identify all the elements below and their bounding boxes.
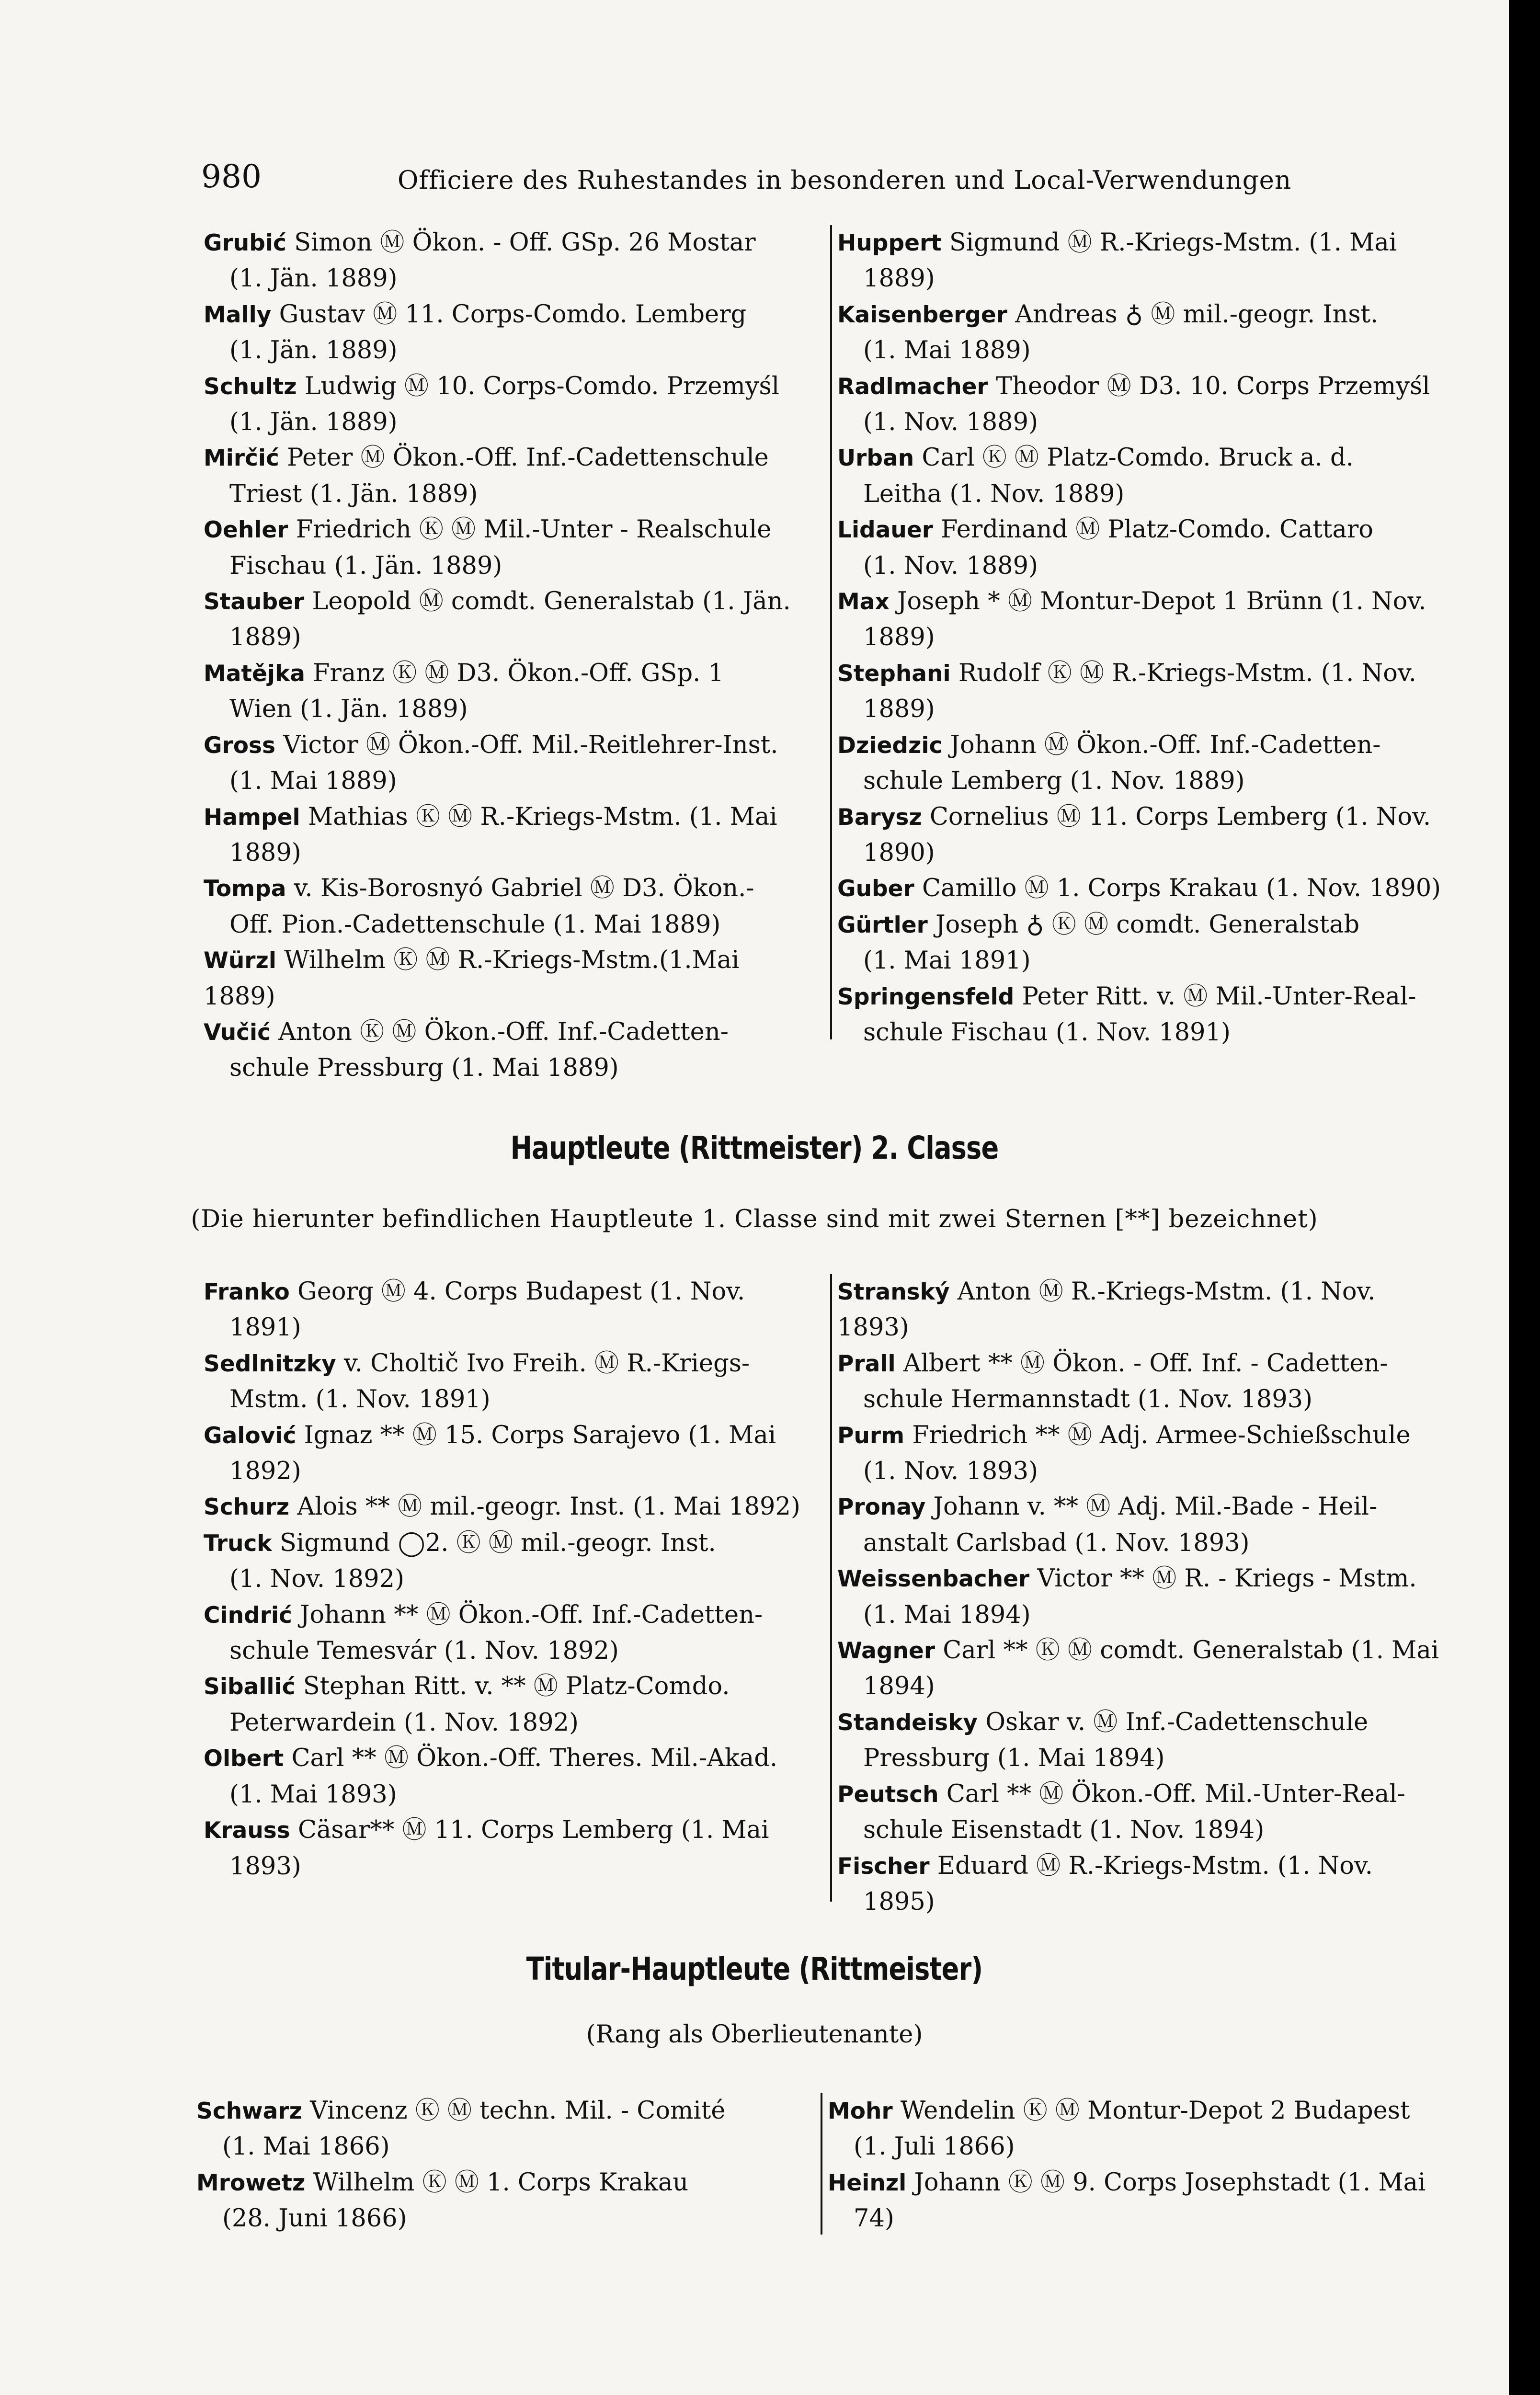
list-item bbox=[837, 1346, 1450, 1418]
entry-name: Peutsch bbox=[837, 1781, 939, 1808]
entry-continuation: 1892) bbox=[229, 1457, 301, 1486]
section1-left-column bbox=[204, 225, 817, 1086]
entry-continuation: schule Eisenstadt (1. Nov. 1894) bbox=[863, 1816, 1265, 1845]
entry-name: Würzl bbox=[204, 947, 276, 974]
entry-detail: Friedrich ** Ⓜ Adj. Armee-Schießschule bbox=[912, 1421, 1411, 1449]
entry-name: Schultz bbox=[204, 373, 297, 400]
entry-continuation: (1. Mai 1889) bbox=[229, 767, 397, 796]
list-item bbox=[837, 584, 1450, 656]
entry-detail: Joseph ♁ Ⓚ Ⓜ comdt. Generalstab bbox=[935, 910, 1360, 939]
entry-detail: Ludwig Ⓜ 10. Corps-Comdo. Przemyśl bbox=[304, 372, 780, 400]
list-item bbox=[837, 1848, 1450, 1920]
list-item bbox=[837, 799, 1450, 871]
entry-continuation: (1. Mai 1866) bbox=[222, 2133, 390, 2161]
entry-detail: Carl ** Ⓚ Ⓜ comdt. Generalstab (1. Mai bbox=[943, 1636, 1439, 1665]
entry-detail: v. Kis-Borosnyó Gabriel Ⓜ D3. Ökon.- bbox=[294, 874, 754, 903]
list-item bbox=[837, 1489, 1450, 1561]
entry-continuation: (1. Mai 1889) bbox=[863, 336, 1031, 365]
entry-detail: Georg Ⓜ 4. Corps Budapest (1. Nov. bbox=[297, 1277, 745, 1306]
entry-name: Mohr bbox=[828, 2098, 893, 2124]
section2-note: (Die hierunter befindlichen Hauptleute 1. Classe sind mit zwei Sternen [**] bezeichnet) bbox=[191, 1205, 1318, 1233]
entry-continuation: (1. Nov. 1889) bbox=[863, 408, 1038, 437]
list-item bbox=[837, 1777, 1450, 1848]
entry-name: Springensfeld bbox=[837, 983, 1015, 1010]
running-title: Officiere des Ruhestandes in besonderen und Local-Verwendungen bbox=[398, 166, 1292, 195]
entry-detail: Wendelin Ⓚ Ⓜ Montur-Depot 2 Budapest bbox=[900, 2097, 1410, 2125]
entry-name: Tompa bbox=[204, 876, 286, 902]
entry-name: Gross bbox=[204, 732, 275, 759]
entry-continuation: 1894) bbox=[863, 1672, 935, 1701]
entry-detail: Peter Ⓜ Ökon.-Off. Inf.-Cadettenschule bbox=[287, 444, 769, 472]
list-item bbox=[204, 1489, 817, 1525]
list-item bbox=[204, 1813, 817, 1884]
list-item bbox=[837, 1561, 1450, 1633]
entry-detail: Alois ** Ⓜ mil.-geogr. Inst. (1. Mai 1892) bbox=[297, 1493, 800, 1521]
list-item bbox=[204, 584, 817, 656]
entry-continuation: 1889) bbox=[863, 264, 935, 293]
list-item bbox=[204, 728, 817, 799]
entry-continuation: (1. Nov. 1892) bbox=[229, 1565, 404, 1594]
entry-continuation: Fischau (1. Jän. 1889) bbox=[229, 551, 502, 580]
entry-detail: Joseph * Ⓜ Montur-Depot 1 Brünn (1. Nov. bbox=[897, 587, 1426, 616]
entry-name: Franko bbox=[204, 1279, 290, 1305]
entry-detail: v. Choltič Ivo Freih. Ⓜ R.-Kriegs- bbox=[344, 1349, 750, 1378]
entry-name: Heinzl bbox=[828, 2169, 907, 2196]
entry-detail: Theodor Ⓜ D3. 10. Corps Przemyśl bbox=[995, 372, 1430, 400]
entry-name: Wagner bbox=[837, 1638, 935, 1665]
entry-name: Mrowetz bbox=[196, 2169, 306, 2196]
page-number: 980 bbox=[201, 158, 262, 195]
entry-detail: Leopold Ⓜ comdt. Generalstab (1. Jän. bbox=[312, 587, 791, 616]
list-item bbox=[204, 1015, 817, 1086]
entry-name: Krauss bbox=[204, 1817, 290, 1844]
entry-continuation: 1890) bbox=[863, 838, 935, 867]
entry-continuation: 1895) bbox=[863, 1887, 935, 1916]
entry-detail: Johann v. ** Ⓜ Adj. Mil.-Bade - Heil- bbox=[933, 1493, 1378, 1521]
entry-continuation: Off. Pion.-Cadettenschule (1. Mai 1889) bbox=[229, 910, 721, 939]
list-item bbox=[837, 512, 1450, 584]
list-item bbox=[837, 979, 1450, 1051]
entry-continuation: (1. Mai 1891) bbox=[863, 947, 1031, 975]
list-item bbox=[828, 2093, 1446, 2165]
entry-name: Matějka bbox=[204, 660, 305, 687]
entry-detail: Ferdinand Ⓜ Platz-Comdo. Cattaro bbox=[941, 515, 1373, 544]
entry-name: Grubić bbox=[204, 230, 286, 256]
entry-continuation: (1. Jän. 1889) bbox=[229, 408, 398, 437]
entry-detail: Rudolf Ⓚ Ⓜ R.-Kriegs-Mstm. (1. Nov. bbox=[958, 659, 1416, 687]
entry-continuation: 1889) bbox=[229, 838, 301, 867]
entry-name: Weissenbacher bbox=[837, 1566, 1030, 1593]
entry-name: Stephani bbox=[837, 660, 951, 687]
section3-right-column bbox=[828, 2093, 1446, 2237]
entry-continuation: (1. Mai 1894) bbox=[863, 1600, 1031, 1629]
list-item bbox=[204, 1346, 817, 1418]
entry-name: Mally bbox=[204, 301, 272, 328]
entry-continuation: anstalt Carlsbad (1. Nov. 1893) bbox=[863, 1528, 1250, 1557]
entry-name: Purm bbox=[837, 1422, 905, 1449]
entry-name: Fischer bbox=[837, 1853, 930, 1880]
entry-name: Barysz bbox=[837, 804, 922, 831]
entry-detail: Sigmund ◯2. Ⓚ Ⓜ mil.-geogr. Inst. bbox=[279, 1528, 716, 1557]
entry-continuation: (1. Jän. 1889) bbox=[229, 336, 398, 365]
entry-detail: Wilhelm Ⓚ Ⓜ R.-Kriegs-Mstm.(1.Mai 1889) bbox=[204, 946, 740, 1011]
entry-name: Stranský bbox=[837, 1279, 950, 1305]
list-item bbox=[204, 1526, 817, 1597]
section1-right-column bbox=[837, 225, 1450, 1050]
entry-continuation: Leitha (1. Nov. 1889) bbox=[863, 479, 1125, 508]
entry-name: Stauber bbox=[204, 589, 305, 616]
list-item bbox=[837, 369, 1450, 441]
entry-continuation: (1. Nov. 1889) bbox=[863, 551, 1038, 580]
list-item bbox=[204, 297, 817, 369]
column-divider bbox=[830, 1274, 832, 1902]
entry-name: Schurz bbox=[204, 1494, 290, 1521]
entry-name: Cindrić bbox=[204, 1602, 292, 1629]
list-item bbox=[196, 2093, 814, 2165]
entry-detail: Franz Ⓚ Ⓜ D3. Ökon.-Off. GSp. 1 bbox=[313, 659, 724, 687]
section2-left-column bbox=[204, 1274, 817, 1884]
entry-detail: Oskar v. Ⓜ Inf.-Cadettenschule bbox=[985, 1708, 1369, 1736]
entry-detail: Johann ** Ⓜ Ökon.-Off. Inf.-Cadetten- bbox=[300, 1600, 763, 1629]
entry-detail: Simon Ⓜ Ökon. - Off. GSp. 26 Mostar bbox=[294, 228, 756, 257]
entry-continuation: schule Fischau (1. Nov. 1891) bbox=[863, 1018, 1231, 1047]
section3-heading: Titular-Hauptleute (Rittmeister) bbox=[526, 1950, 983, 1987]
entry-continuation: (1. Jän. 1889) bbox=[229, 264, 398, 293]
section3-note: (Rang als Oberlieutenante) bbox=[586, 2020, 923, 2049]
list-item bbox=[828, 2165, 1446, 2237]
entry-name: Oehler bbox=[204, 517, 288, 544]
entry-name: Pronay bbox=[837, 1494, 926, 1521]
entry-continuation: Peterwardein (1. Nov. 1892) bbox=[229, 1708, 579, 1737]
list-item bbox=[837, 440, 1450, 512]
list-item bbox=[837, 1274, 1450, 1346]
entry-continuation: 1889) bbox=[229, 623, 301, 652]
entry-continuation: (28. Juni 1866) bbox=[222, 2204, 407, 2233]
list-item bbox=[204, 1274, 817, 1346]
section3-left-column bbox=[196, 2093, 814, 2237]
entry-detail: Sigmund Ⓜ R.-Kriegs-Mstm. (1. Mai bbox=[949, 228, 1397, 257]
entry-detail: Anton Ⓚ Ⓜ Ökon.-Off. Inf.-Cadetten- bbox=[278, 1017, 729, 1046]
entry-name: Radlmacher bbox=[837, 373, 988, 400]
entry-continuation: (1. Mai 1893) bbox=[229, 1780, 397, 1809]
list-item bbox=[204, 1669, 817, 1741]
list-item bbox=[837, 871, 1450, 907]
section2-right-column bbox=[837, 1274, 1450, 1920]
entry-continuation: Wien (1. Jän. 1889) bbox=[229, 695, 468, 724]
entry-detail: Mathias Ⓚ Ⓜ R.-Kriegs-Mstm. (1. Mai bbox=[308, 802, 777, 831]
entry-name: Schwarz bbox=[196, 2098, 302, 2124]
entry-name: Prall bbox=[837, 1350, 896, 1377]
entry-detail: Carl ** Ⓜ Ökon.-Off. Theres. Mil.-Akad. bbox=[291, 1744, 778, 1773]
column-divider bbox=[821, 2093, 822, 2235]
entry-name: Gürtler bbox=[837, 912, 928, 938]
entry-name: Lidauer bbox=[837, 517, 933, 544]
entry-continuation: Mstm. (1. Nov. 1891) bbox=[229, 1385, 491, 1414]
entry-continuation: schule Hermannstadt (1. Nov. 1893) bbox=[863, 1385, 1313, 1414]
entry-detail: Ignaz ** Ⓜ 15. Corps Sarajevo (1. Mai bbox=[304, 1421, 776, 1449]
list-item bbox=[204, 1597, 817, 1669]
list-item bbox=[837, 656, 1450, 728]
entry-detail: Anton Ⓜ R.-Kriegs-Mstm. (1. Nov. 1893) bbox=[837, 1277, 1376, 1342]
entry-continuation: 1889) bbox=[863, 623, 935, 652]
entry-continuation: 1889) bbox=[863, 695, 935, 724]
entry-detail: Friedrich Ⓚ Ⓜ Mil.-Unter - Realschule bbox=[296, 515, 772, 544]
entry-continuation: (1. Nov. 1893) bbox=[863, 1457, 1038, 1486]
scan-edge bbox=[1509, 0, 1540, 2395]
entry-name: Guber bbox=[837, 876, 914, 902]
column-divider bbox=[830, 225, 832, 1039]
entry-detail: Victor Ⓜ Ökon.-Off. Mil.-Reitlehrer-Inst. bbox=[283, 730, 778, 759]
list-item bbox=[837, 907, 1450, 979]
entry-name: Dziedzic bbox=[837, 732, 943, 759]
list-item bbox=[196, 2165, 814, 2237]
list-item bbox=[204, 369, 817, 441]
entry-continuation: (1. Juli 1866) bbox=[854, 2133, 1015, 2161]
running-header bbox=[201, 158, 1494, 211]
entry-detail: Andreas ♁ Ⓜ mil.-geogr. Inst. bbox=[1015, 300, 1379, 329]
list-item bbox=[837, 1705, 1450, 1777]
list-item bbox=[204, 943, 817, 1015]
entry-continuation: Pressburg (1. Mai 1894) bbox=[863, 1744, 1165, 1773]
list-item bbox=[837, 1418, 1450, 1490]
entry-detail: Peter Ritt. v. Ⓜ Mil.-Unter-Real- bbox=[1022, 982, 1416, 1011]
entry-continuation: Triest (1. Jän. 1889) bbox=[229, 479, 478, 508]
entry-name: Truck bbox=[204, 1530, 272, 1557]
entry-name: Olbert bbox=[204, 1745, 284, 1772]
entry-continuation: 74) bbox=[854, 2204, 894, 2233]
entry-detail: Camillo Ⓜ 1. Corps Krakau (1. Nov. 1890) bbox=[922, 874, 1441, 903]
entry-detail: Carl ** Ⓜ Ökon.-Off. Mil.-Unter-Real- bbox=[946, 1779, 1405, 1808]
list-item bbox=[204, 799, 817, 871]
entry-name: Urban bbox=[837, 445, 914, 472]
entry-detail: Victor ** Ⓜ R. - Kriegs - Mstm. bbox=[1037, 1564, 1417, 1593]
entry-detail: Carl Ⓚ Ⓜ Platz-Comdo. Bruck a. d. bbox=[922, 444, 1354, 472]
entry-name: Huppert bbox=[837, 230, 942, 256]
entry-detail: Albert ** Ⓜ Ökon. - Off. Inf. - Cadetten- bbox=[903, 1349, 1388, 1378]
entry-detail: Cäsar** Ⓜ 11. Corps Lemberg (1. Mai bbox=[297, 1816, 769, 1845]
list-item bbox=[837, 1633, 1450, 1705]
entry-continuation: 1893) bbox=[229, 1852, 301, 1881]
entry-name: Vučić bbox=[204, 1019, 271, 1046]
list-item bbox=[204, 871, 817, 943]
entry-detail: Gustav Ⓜ 11. Corps-Comdo. Lemberg bbox=[279, 300, 747, 329]
entry-name: Siballić bbox=[204, 1674, 296, 1700]
entry-name: Max bbox=[837, 589, 890, 616]
entry-detail: Eduard Ⓜ R.-Kriegs-Mstm. (1. Nov. bbox=[937, 1851, 1373, 1880]
entry-name: Sedlnitzky bbox=[204, 1350, 336, 1377]
entry-detail: Johann Ⓚ Ⓜ 9. Corps Josephstadt (1. Mai bbox=[914, 2168, 1426, 2197]
list-item bbox=[204, 512, 817, 584]
entry-continuation: schule Pressburg (1. Mai 1889) bbox=[229, 1054, 619, 1083]
entry-name: Mirčić bbox=[204, 445, 279, 472]
entry-continuation: schule Temesvár (1. Nov. 1892) bbox=[229, 1637, 619, 1665]
entry-name: Galović bbox=[204, 1422, 297, 1449]
entry-detail: Stephan Ritt. v. ** Ⓜ Platz-Comdo. bbox=[303, 1672, 730, 1701]
entry-name: Hampel bbox=[204, 804, 300, 831]
entry-detail: Vincenz Ⓚ Ⓜ techn. Mil. - Comité bbox=[310, 2097, 726, 2125]
list-item bbox=[837, 728, 1450, 799]
list-item bbox=[204, 440, 817, 512]
entry-detail: Johann Ⓜ Ökon.-Off. Inf.-Cadetten- bbox=[950, 730, 1381, 759]
section2-heading: Hauptleute (Rittmeister) 2. Classe bbox=[510, 1129, 999, 1166]
list-item bbox=[204, 1418, 817, 1490]
entry-name: Kaisenberger bbox=[837, 301, 1007, 328]
entry-continuation: schule Lemberg (1. Nov. 1889) bbox=[863, 767, 1245, 796]
entry-continuation: 1891) bbox=[229, 1313, 301, 1342]
entry-detail: Cornelius Ⓜ 11. Corps Lemberg (1. Nov. bbox=[929, 802, 1431, 831]
entry-name: Standeisky bbox=[837, 1709, 978, 1736]
list-item bbox=[837, 297, 1450, 369]
list-item bbox=[837, 225, 1450, 297]
list-item bbox=[204, 1741, 817, 1813]
list-item bbox=[204, 225, 817, 297]
list-item bbox=[204, 656, 817, 728]
entry-detail: Wilhelm Ⓚ Ⓜ 1. Corps Krakau bbox=[313, 2168, 689, 2197]
